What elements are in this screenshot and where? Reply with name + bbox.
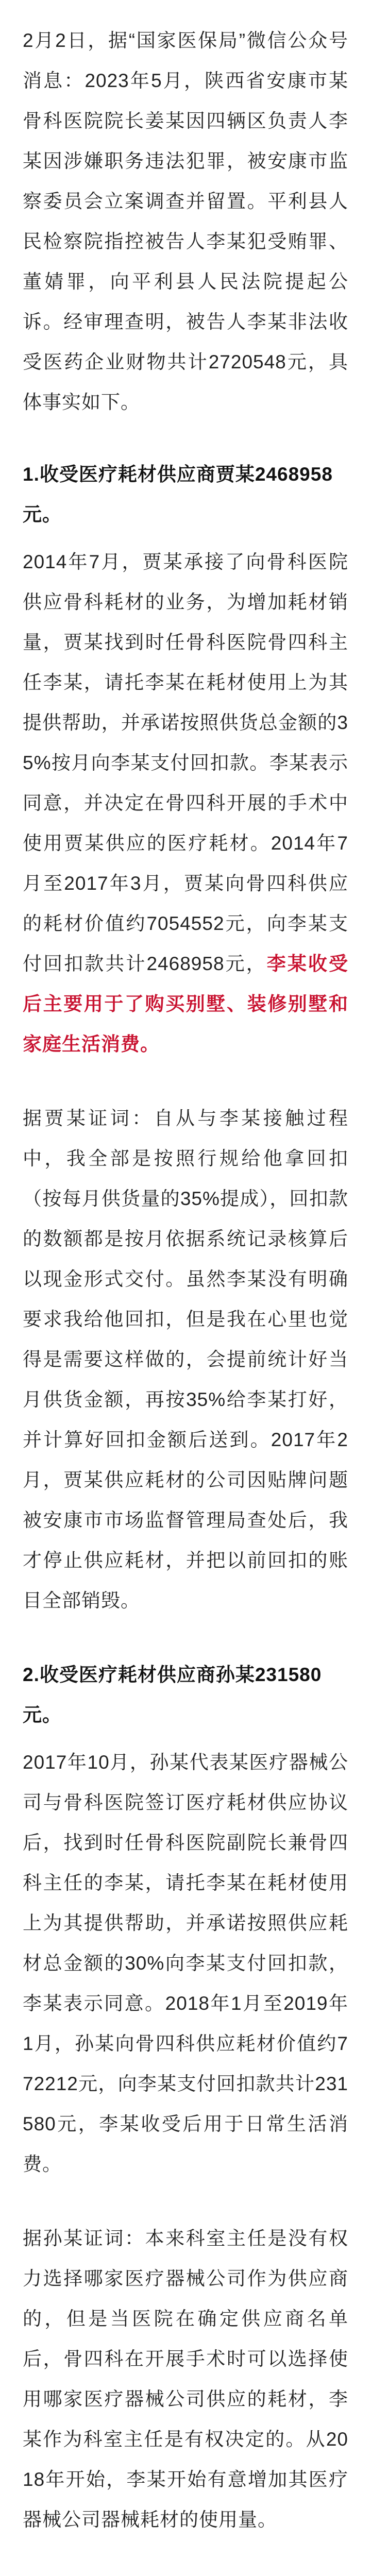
section1-paragraph-1-text: 2014年7月，贾某承接了向骨科医院供应骨科耗材的业务，为增加耗材销量，贾某找到时任骨科医院骨四科主任李某，请托李某在耗材使用上为其提供帮助，并承诺按照供货总金额的35%按月向李某支付回扣款。李某表示同意，并决定在骨四科开展的手术中使用贾某供应的医疗耗材。2014年7月至2017年3月，贾某向骨四科供应的耗材价值约7054552元，向李某支付回扣款共计2468958元， [23, 551, 348, 974]
section1-heading: 1.收受医疗耗材供应商贾某2468958元。 [23, 464, 333, 525]
section3-heading [23, 2574, 348, 2576]
intro-paragraph: 2月2日，据“国家医保局”微信公众号消息：2023年5月，陕西省安康市某骨科医院院长姜某因四辆区负责人李某因涉嫌职务违法犯罪，被安康市监察委员会立案调查并留置。平利县人民检察院指控被告人李某犯受贿罪、董婧罪，向平利县人民法院提起公诉。经审理查明，被告人李某非法收受医药企业财物共计2720548元，具体事实如下。 [23, 30, 348, 413]
section2-paragraph-1: 2017年10月，孙某代表某医疗器械公司与骨科医院签订医疗耗材供应协议后，找到时任骨科医院副院长兼骨四科主任的李某，请托李某在耗材使用上为其提供帮助，并承诺按照供应耗材总金额的30%向李某支付回扣款，李某表示同意。2018年1月至2019年1月，孙某向骨四科供应耗材价值约772212元，向李某支付回扣款共计231580元，李某收受后用于日常生活消费。 [23, 1752, 348, 2175]
section1-paragraph-2: 据贾某证词：自从与李某接触过程中，我全部是按照行规给他拿回扣（按每月供货量的35%提成），回扣款的数额都是按月依据系统记录核算后以现金形式交付。虽然李某没有明确要求我给他回扣，但是我在心里也觉得是需要这样做的，会提前统计好当月供货金额，再按35%给李某打好，并计算好回扣金额后送到。2017年2月，贾某供应耗材的公司因贴牌问题被安康市市场监督管理局查处后，我才停止供应耗材，并把以前回扣的账目全部销毁。 [23, 1108, 348, 1611]
section1-highlight: 李某收受后主要用于了购买别墅、装修别墅和家庭生活消费。 [23, 953, 349, 1055]
section2-paragraph-2: 据孙某证词：本来科室主任是没有权力选择哪家医疗器械公司作为供应商的，但是当医院在确定供应商名单后，骨四科在开展手术时可以选择使用哪家医疗器械公司供应的耗材，李某作为科室主任是有权决定的。从2018年开始，李某开始有意增加其医疗器械公司器械耗材的使用量。 [23, 2228, 348, 2530]
section1-paragraph-1 [23, 542, 348, 1064]
section2-heading: 2.收受医疗耗材供应商孙某231580元。 [23, 1664, 322, 1725]
